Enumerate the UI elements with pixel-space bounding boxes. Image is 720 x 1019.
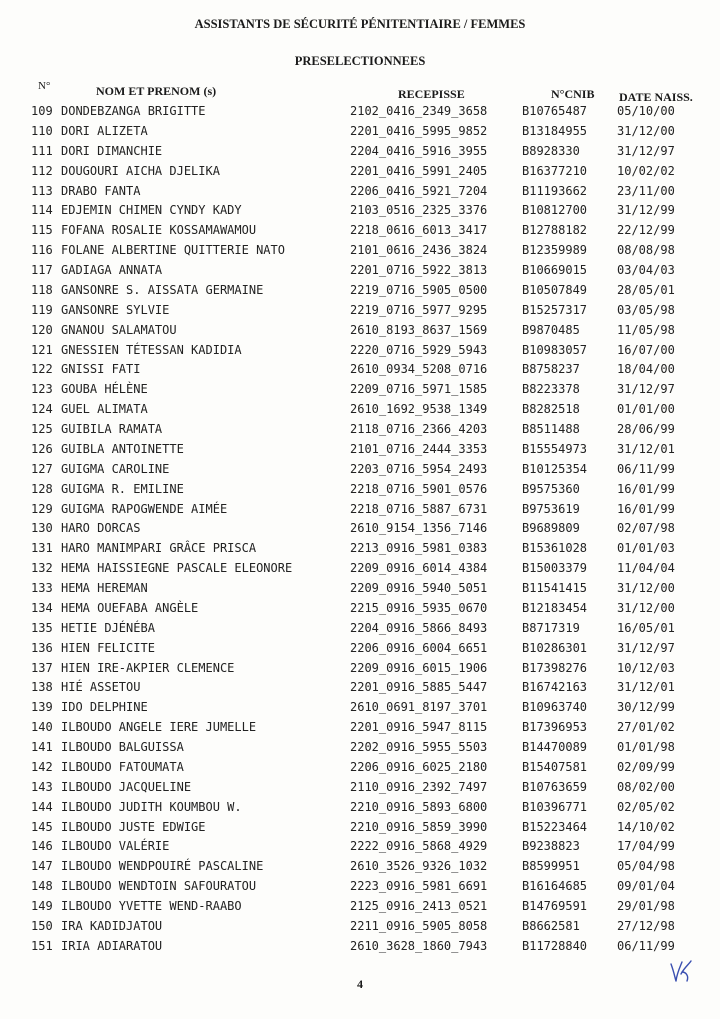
row-name: FOLANE ALBERTINE QUITTERIE NATO xyxy=(61,243,285,258)
row-number: 142 xyxy=(31,759,53,774)
table-row xyxy=(0,581,720,601)
table-row xyxy=(0,422,720,442)
row-number: 115 xyxy=(31,223,53,238)
row-name: HEMA HEREMAN xyxy=(61,581,148,595)
row-recepisse: 2218_0716_5901_0576 xyxy=(350,481,488,496)
row-recepisse: 2201_0716_5922_3813 xyxy=(350,263,488,277)
row-recepisse: 2209_0916_6014_4384 xyxy=(350,561,488,576)
row-recepisse: 2219_0716_5977_9295 xyxy=(350,302,488,317)
row-birth-date: 14/10/02 xyxy=(617,819,675,834)
row-cnib: B10963740 xyxy=(522,700,588,715)
row-birth-date: 31/12/00 xyxy=(617,581,675,595)
row-recepisse: 2206_0416_5921_7204 xyxy=(350,183,488,198)
row-name: GANSONRE SYLVIE xyxy=(61,302,170,317)
row-cnib: B17396953 xyxy=(522,720,588,735)
table-row xyxy=(0,343,720,363)
row-name: GOUBA HÉLÈNE xyxy=(61,382,148,397)
row-birth-date: 05/04/98 xyxy=(617,859,675,874)
row-cnib: B8599951 xyxy=(522,859,580,874)
row-number: 131 xyxy=(31,541,53,556)
row-number: 110 xyxy=(31,123,53,138)
row-birth-date: 03/05/98 xyxy=(617,302,675,317)
row-recepisse: 2610_8193_8637_1569 xyxy=(350,322,488,337)
row-cnib: B10125354 xyxy=(522,461,588,476)
row-name: HIEN FELICITE xyxy=(61,640,155,655)
table-row xyxy=(0,879,720,899)
row-recepisse: 2610_1692_9538_1349 xyxy=(350,402,488,417)
row-name: ILBOUDO BALGUISSA xyxy=(61,740,184,754)
row-recepisse: 2219_0716_5905_0500 xyxy=(350,282,488,297)
row-cnib: B10983057 xyxy=(522,342,588,357)
row-number: 129 xyxy=(31,501,53,516)
row-birth-date: 22/12/99 xyxy=(617,223,675,238)
row-name: ILBOUDO ANGELE IERE JUMELLE xyxy=(61,720,257,735)
row-name: HETIE DJÉNÉBA xyxy=(61,620,155,635)
table-row xyxy=(0,521,720,541)
row-name: ILBOUDO JACQUELINE xyxy=(61,779,192,794)
row-cnib: B12788182 xyxy=(522,223,588,238)
row-number: 134 xyxy=(31,600,53,615)
row-recepisse: 2210_0916_5893_6800 xyxy=(350,799,488,814)
table-row xyxy=(0,124,720,144)
table-row xyxy=(0,243,720,263)
row-name: ILBOUDO JUSTE EDWIGE xyxy=(61,819,206,834)
row-cnib: B11193662 xyxy=(522,183,588,198)
row-recepisse: 2102_0416_2349_3658 xyxy=(350,104,488,118)
row-name: DORI ALIZETA xyxy=(61,123,148,138)
row-birth-date: 16/01/99 xyxy=(617,481,675,496)
row-recepisse: 2209_0716_5971_1585 xyxy=(350,382,488,397)
row-cnib: B12183454 xyxy=(522,600,588,615)
row-recepisse: 2610_0691_8197_3701 xyxy=(350,700,488,715)
row-cnib: B10507849 xyxy=(522,282,588,297)
row-number: 121 xyxy=(31,342,53,357)
row-birth-date: 18/04/00 xyxy=(617,362,675,377)
table-row xyxy=(0,919,720,939)
row-recepisse: 2204_0916_5866_8493 xyxy=(350,620,488,635)
row-number: 128 xyxy=(31,481,53,496)
row-cnib: B8282518 xyxy=(522,402,580,417)
table-row xyxy=(0,482,720,502)
table-row xyxy=(0,939,720,959)
row-cnib: B15554973 xyxy=(522,441,588,456)
table-row xyxy=(0,641,720,661)
row-recepisse: 2118_0716_2366_4203 xyxy=(350,422,488,436)
row-name: IRA KADIDJATOU xyxy=(61,918,163,933)
row-cnib: B8758237 xyxy=(522,362,580,377)
row-cnib: B10765487 xyxy=(522,104,588,118)
table-row xyxy=(0,502,720,522)
row-birth-date: 31/12/01 xyxy=(617,441,675,456)
row-birth-date: 27/12/98 xyxy=(617,918,675,933)
row-birth-date: 16/05/01 xyxy=(617,620,675,635)
row-name: GUIBLA ANTOINETTE xyxy=(61,441,184,456)
table-row xyxy=(0,899,720,919)
row-cnib: B14769591 xyxy=(522,899,588,913)
page-number: 4 xyxy=(357,977,363,991)
row-recepisse: 2610_3526_9326_1032 xyxy=(350,859,488,874)
row-birth-date: 01/01/00 xyxy=(617,402,675,417)
row-name: GUIGMA RAPOGWENDE AIMÉE xyxy=(61,501,228,516)
row-birth-date: 08/08/98 xyxy=(617,243,675,258)
row-recepisse: 2213_0916_5981_0383 xyxy=(350,541,488,556)
row-recepisse: 2610_9154_1356_7146 xyxy=(350,521,488,536)
row-name: HARO MANIMPARI GRÂCE PRISCA xyxy=(61,541,257,556)
row-cnib: B9689809 xyxy=(522,521,580,536)
row-recepisse: 2220_0716_5929_5943 xyxy=(350,342,488,357)
table-row xyxy=(0,104,720,124)
table-row xyxy=(0,760,720,780)
row-recepisse: 2201_0416_5995_9852 xyxy=(350,123,488,138)
row-birth-date: 28/06/99 xyxy=(617,422,675,436)
row-name: DOUGOURI AICHA DJELIKA xyxy=(61,163,220,178)
row-number: 114 xyxy=(31,203,53,218)
table-row xyxy=(0,720,720,740)
row-recepisse: 2103_0516_2325_3376 xyxy=(350,203,488,218)
row-cnib: B9753619 xyxy=(522,501,580,516)
row-name: DONDEBZANGA BRIGITTE xyxy=(61,104,206,118)
row-birth-date: 30/12/99 xyxy=(617,700,675,715)
row-cnib: B12359989 xyxy=(522,243,588,258)
row-cnib: B8717319 xyxy=(522,620,580,635)
row-number: 118 xyxy=(31,282,53,297)
document-subtitle: PRESELECTIONNEES xyxy=(294,54,426,68)
row-recepisse: 2218_0616_6013_3417 xyxy=(350,223,488,238)
row-number: 140 xyxy=(31,720,53,735)
table-row xyxy=(0,740,720,760)
row-number: 136 xyxy=(31,640,53,655)
row-birth-date: 06/11/99 xyxy=(617,938,675,953)
row-recepisse: 2125_0916_2413_0521 xyxy=(350,899,488,913)
row-recepisse: 2206_0916_6025_2180 xyxy=(350,759,488,774)
row-cnib: B8511488 xyxy=(522,422,580,436)
row-recepisse: 2610_0934_5208_0716 xyxy=(350,362,488,377)
row-birth-date: 11/04/04 xyxy=(617,561,675,576)
table-row xyxy=(0,820,720,840)
row-cnib: B8662581 xyxy=(522,918,580,933)
row-number: 145 xyxy=(31,819,53,834)
row-cnib: B10812700 xyxy=(522,203,588,218)
row-name: EDJEMIN CHIMEN CYNDY KADY xyxy=(61,203,242,218)
row-birth-date: 31/12/00 xyxy=(617,600,675,615)
row-name: ILBOUDO WENDPOUIRÉ PASCALINE xyxy=(61,859,264,874)
row-cnib: B15003379 xyxy=(522,561,588,576)
table-row xyxy=(0,661,720,681)
row-number: 111 xyxy=(31,143,53,158)
row-cnib: B10669015 xyxy=(522,263,588,277)
row-name: GUEL ALIMATA xyxy=(61,402,148,417)
table-row xyxy=(0,303,720,323)
row-birth-date: 01/01/98 xyxy=(617,740,675,754)
row-name: DRABO FANTA xyxy=(61,183,141,198)
table-row xyxy=(0,601,720,621)
row-number: 147 xyxy=(31,859,53,874)
row-name: GNANOU SALAMATOU xyxy=(61,322,177,337)
row-birth-date: 05/10/00 xyxy=(617,104,675,118)
row-number: 139 xyxy=(31,700,53,715)
row-name: HARO DORCAS xyxy=(61,521,141,536)
row-cnib: B8223378 xyxy=(522,382,580,397)
candidate-table xyxy=(0,104,720,959)
row-number: 116 xyxy=(31,243,53,258)
row-cnib: B14470089 xyxy=(522,740,588,754)
row-recepisse: 2101_0616_2436_3824 xyxy=(350,243,488,258)
row-number: 146 xyxy=(31,839,53,854)
row-number: 109 xyxy=(31,104,53,118)
row-number: 124 xyxy=(31,402,53,417)
header-recepisse: RECEPISSE xyxy=(398,87,465,101)
row-birth-date: 31/12/99 xyxy=(617,203,675,218)
table-row xyxy=(0,561,720,581)
row-recepisse: 2610_3628_1860_7943 xyxy=(350,938,488,953)
row-recepisse: 2203_0716_5954_2493 xyxy=(350,461,488,476)
row-birth-date: 31/12/01 xyxy=(617,680,675,695)
row-number: 127 xyxy=(31,461,53,476)
table-row xyxy=(0,800,720,820)
row-name: GUIGMA CAROLINE xyxy=(61,461,170,476)
row-number: 148 xyxy=(31,879,53,894)
row-birth-date: 16/01/99 xyxy=(617,501,675,516)
row-birth-date: 31/12/97 xyxy=(617,640,675,655)
row-birth-date: 08/02/00 xyxy=(617,779,675,794)
row-number: 135 xyxy=(31,620,53,635)
row-cnib: B15407581 xyxy=(522,759,588,774)
row-name: ILBOUDO VALÉRIE xyxy=(61,839,170,854)
row-birth-date: 09/01/04 xyxy=(617,879,675,894)
row-birth-date: 03/04/03 xyxy=(617,263,675,277)
row-recepisse: 2204_0416_5916_3955 xyxy=(350,143,488,158)
table-row xyxy=(0,680,720,700)
row-birth-date: 31/12/97 xyxy=(617,143,675,158)
row-birth-date: 02/07/98 xyxy=(617,521,675,536)
row-recepisse: 2211_0916_5905_8058 xyxy=(350,918,488,933)
row-number: 137 xyxy=(31,660,53,675)
row-birth-date: 31/12/97 xyxy=(617,382,675,397)
row-number: 138 xyxy=(31,680,53,695)
row-cnib: B15361028 xyxy=(522,541,588,556)
row-name: FOFANA ROSALIE KOSSAMAWAMOU xyxy=(61,223,257,238)
table-row xyxy=(0,700,720,720)
row-recepisse: 2110_0916_2392_7497 xyxy=(350,779,488,794)
row-birth-date: 16/07/00 xyxy=(617,342,675,357)
row-cnib: B9870485 xyxy=(522,322,580,337)
row-number: 133 xyxy=(31,581,53,595)
row-recepisse: 2215_0916_5935_0670 xyxy=(350,600,488,615)
row-name: GNESSIEN TÉTESSAN KADIDIA xyxy=(61,342,242,357)
table-row xyxy=(0,184,720,204)
row-recepisse: 2223_0916_5981_6691 xyxy=(350,879,488,894)
row-name: GANSONRE S. AISSATA GERMAINE xyxy=(61,282,264,297)
row-number: 123 xyxy=(31,382,53,397)
table-row xyxy=(0,164,720,184)
row-name: ILBOUDO WENDTOIN SAFOURATOU xyxy=(61,879,257,894)
table-row xyxy=(0,402,720,422)
row-name: IRIA ADIARATOU xyxy=(61,938,163,953)
row-birth-date: 11/05/98 xyxy=(617,322,675,337)
table-row xyxy=(0,780,720,800)
row-recepisse: 2210_0916_5859_3990 xyxy=(350,819,488,834)
header-birth-date: DATE NAISS. xyxy=(619,90,693,104)
table-row xyxy=(0,323,720,343)
row-number: 143 xyxy=(31,779,53,794)
row-name: ILBOUDO YVETTE WEND-RAABO xyxy=(61,899,242,913)
table-row xyxy=(0,283,720,303)
row-cnib: B16164685 xyxy=(522,879,588,894)
row-birth-date: 02/05/02 xyxy=(617,799,675,814)
table-row xyxy=(0,223,720,243)
row-recepisse: 2209_0916_5940_5051 xyxy=(350,581,488,595)
table-row xyxy=(0,382,720,402)
row-recepisse: 2222_0916_5868_4929 xyxy=(350,839,488,854)
row-name: GUIGMA R. EMILINE xyxy=(61,481,184,496)
row-name: HIÉ ASSETOU xyxy=(61,680,141,695)
row-number: 113 xyxy=(31,183,53,198)
row-number: 150 xyxy=(31,918,53,933)
row-name: GADIAGA ANNATA xyxy=(61,263,163,277)
row-number: 132 xyxy=(31,561,53,576)
table-row xyxy=(0,144,720,164)
row-birth-date: 31/12/00 xyxy=(617,123,675,138)
table-row xyxy=(0,621,720,641)
row-birth-date: 27/01/02 xyxy=(617,720,675,735)
row-cnib: B11541415 xyxy=(522,581,588,595)
table-row xyxy=(0,203,720,223)
row-number: 144 xyxy=(31,799,53,814)
row-cnib: B15223464 xyxy=(522,819,588,834)
row-number: 119 xyxy=(31,302,53,317)
header-cnib: N°CNIB xyxy=(551,87,595,101)
document-title: ASSISTANTS DE SÉCURITÉ PÉNITENTIAIRE / FEMMES xyxy=(194,17,526,31)
row-recepisse: 2206_0916_6004_6651 xyxy=(350,640,488,655)
row-number: 151 xyxy=(31,938,53,953)
row-birth-date: 01/01/03 xyxy=(617,541,675,556)
row-cnib: B16742163 xyxy=(522,680,588,695)
row-birth-date: 10/02/02 xyxy=(617,163,675,178)
row-name: IDO DELPHINE xyxy=(61,700,148,715)
table-row xyxy=(0,263,720,283)
row-cnib: B9575360 xyxy=(522,481,580,496)
row-number: 125 xyxy=(31,422,53,436)
row-recepisse: 2201_0916_5947_8115 xyxy=(350,720,488,735)
row-name: HEMA OUEFABA ANGÈLE xyxy=(61,600,199,615)
row-birth-date: 23/11/00 xyxy=(617,183,675,198)
row-name: GNISSI FATI xyxy=(61,362,141,377)
row-cnib: B17398276 xyxy=(522,660,588,675)
row-number: 126 xyxy=(31,441,53,456)
row-recepisse: 2209_0916_6015_1906 xyxy=(350,660,488,675)
row-birth-date: 17/04/99 xyxy=(617,839,675,854)
row-birth-date: 02/09/99 xyxy=(617,759,675,774)
row-name: GUIBILA RAMATA xyxy=(61,422,163,436)
row-name: HEMA HAISSIEGNE PASCALE ELEONORE xyxy=(61,561,293,576)
header-name: NOM ET PRENOM (s) xyxy=(96,84,217,98)
row-cnib: B8928330 xyxy=(522,143,580,158)
row-number: 112 xyxy=(31,163,53,178)
row-recepisse: 2201_0416_5991_2405 xyxy=(350,163,488,178)
row-number: 120 xyxy=(31,322,53,337)
table-row xyxy=(0,362,720,382)
row-number: 122 xyxy=(31,362,53,377)
row-recepisse: 2218_0716_5887_6731 xyxy=(350,501,488,516)
table-row xyxy=(0,839,720,859)
row-cnib: B10763659 xyxy=(522,779,588,794)
table-row xyxy=(0,442,720,462)
header-number: N° xyxy=(38,80,51,92)
row-cnib: B9238823 xyxy=(522,839,580,854)
row-name: ILBOUDO JUDITH KOUMBOU W. xyxy=(61,799,242,814)
row-cnib: B10396771 xyxy=(522,799,588,814)
row-birth-date: 06/11/99 xyxy=(617,461,675,476)
row-cnib: B16377210 xyxy=(522,163,588,178)
row-birth-date: 29/01/98 xyxy=(617,899,675,913)
row-recepisse: 2201_0916_5885_5447 xyxy=(350,680,488,695)
row-cnib: B11728840 xyxy=(522,938,588,953)
row-number: 149 xyxy=(31,899,53,913)
row-birth-date: 10/12/03 xyxy=(617,660,675,675)
row-number: 141 xyxy=(31,740,53,754)
row-number: 117 xyxy=(31,263,53,277)
row-recepisse: 2101_0716_2444_3353 xyxy=(350,441,488,456)
row-cnib: B10286301 xyxy=(522,640,588,655)
row-cnib: B13184955 xyxy=(522,123,588,138)
table-row xyxy=(0,462,720,482)
table-row xyxy=(0,541,720,561)
row-name: ILBOUDO FATOUMATA xyxy=(61,759,184,774)
row-number: 130 xyxy=(31,521,53,536)
row-recepisse: 2202_0916_5955_5503 xyxy=(350,740,488,754)
row-name: HIEN IRE-AKPIER CLEMENCE xyxy=(61,660,235,675)
table-row xyxy=(0,859,720,879)
row-name: DORI DIMANCHIE xyxy=(61,143,163,158)
row-birth-date: 28/05/01 xyxy=(617,282,675,297)
row-cnib: B15257317 xyxy=(522,302,588,317)
